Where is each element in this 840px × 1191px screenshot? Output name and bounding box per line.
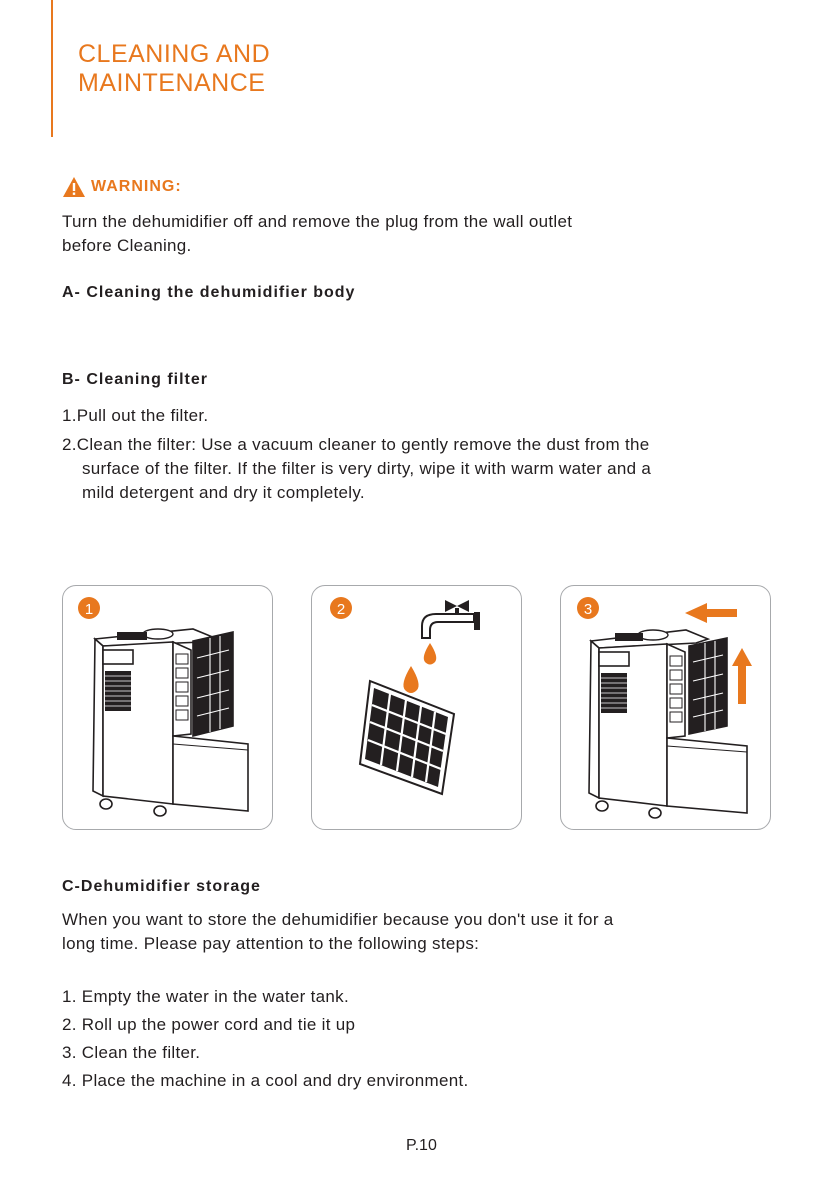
figure-number-2: 2 <box>336 601 346 618</box>
arrow-up-icon <box>732 648 752 704</box>
dehumidifier-filter-out-illustration <box>63 586 272 829</box>
storage-steps-list <box>62 985 469 1097</box>
list-item: 1. Empty the water in the water tank. <box>62 987 350 1006</box>
filter-icon <box>360 681 454 794</box>
filter-reinsert-illustration <box>561 586 770 829</box>
warning-text-line-1: Turn the dehumidifier off and remove the plug from the wall outlet <box>62 212 573 231</box>
filter-washing-illustration <box>312 586 521 829</box>
water-drop-icon <box>424 643 436 665</box>
warning-icon <box>62 176 86 198</box>
filter-step-1: 1.Pull out the filter. <box>62 406 209 425</box>
storage-intro-line-1: When you want to store the dehumidifier because you don't use it for a <box>62 910 614 929</box>
filter-steps-list <box>62 404 802 510</box>
warning-header <box>62 176 182 198</box>
page-number: P.10 <box>406 1137 437 1154</box>
storage-intro <box>62 908 614 956</box>
warning-text-line-2: before Cleaning. <box>62 236 192 255</box>
section-a-heading: A- Cleaning the dehumidifier body <box>62 284 356 301</box>
list-item: 2. Roll up the power cord and tie it up <box>62 1015 356 1034</box>
filter-step-2-line-1: 2.Clean the filter: Use a vacuum cleaner to gently remove the dust from the <box>62 435 650 454</box>
page-title-line-1: CLEANING AND <box>78 40 271 68</box>
warning-label: WARNING: <box>91 178 182 195</box>
list-item <box>62 404 802 428</box>
page-title <box>78 40 270 98</box>
list-item <box>62 433 802 505</box>
section-c-heading: C-Dehumidifier storage <box>62 878 261 895</box>
figure-number-1: 1 <box>84 601 94 618</box>
page-title-line-2: MAINTENANCE <box>78 69 266 97</box>
filter-step-2-line-3: mild detergent and dry it completely. <box>82 483 365 502</box>
list-item: 4. Place the machine in a cool and dry environment. <box>62 1071 469 1090</box>
accent-rule <box>51 0 53 137</box>
figure-panel-3 <box>560 585 771 830</box>
figure-number-3: 3 <box>583 601 593 618</box>
storage-intro-line-2: long time. Please pay attention to the following steps: <box>62 934 480 953</box>
arrow-left-icon <box>685 603 737 623</box>
water-drop-icon <box>403 666 418 693</box>
section-b-heading: B- Cleaning filter <box>62 371 209 388</box>
figure-panel-1 <box>62 585 273 830</box>
warning-text <box>62 210 572 258</box>
faucet-icon <box>422 600 480 638</box>
filter-step-2-line-2: surface of the filter. If the filter is very dirty, wipe it with warm water and a <box>82 459 652 478</box>
list-item: 3. Clean the filter. <box>62 1043 201 1062</box>
figure-panel-2 <box>311 585 522 830</box>
